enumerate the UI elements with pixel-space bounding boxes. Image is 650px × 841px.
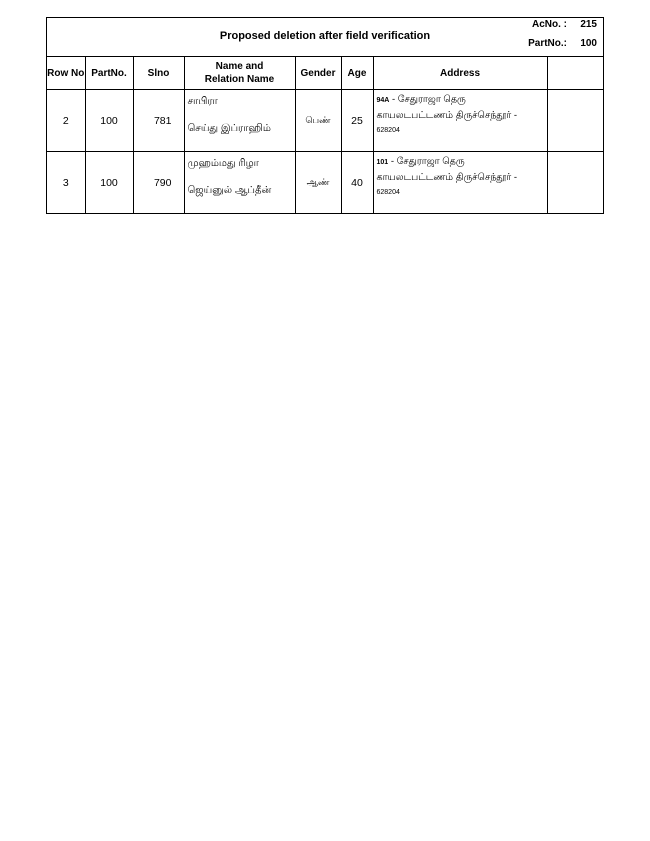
cell-extra xyxy=(547,90,603,152)
table-header-row xyxy=(47,57,603,90)
cell-row-no: 2 xyxy=(47,90,85,152)
col-header-slno: Slno xyxy=(133,57,184,90)
address-town: காயலடபட்டணம் திருச்செந்தூர் - xyxy=(376,172,518,183)
part-number-value: 100 xyxy=(580,38,597,49)
address-pin: 628204 xyxy=(376,127,400,134)
cell-part-no: 100 xyxy=(85,152,133,214)
col-header-gender: Gender xyxy=(295,57,341,90)
part-number-label: PartNo.: xyxy=(528,38,567,49)
deletion-list-sheet xyxy=(46,17,604,214)
col-header-age: Age xyxy=(341,57,373,90)
col-header-row-no: Row No xyxy=(47,67,85,79)
cell-slno: 790 xyxy=(133,152,184,214)
address-door-no: 94A xyxy=(376,97,390,104)
part-number xyxy=(528,38,597,49)
page-title: Proposed deletion after field verification xyxy=(219,30,431,42)
cell-age: 25 xyxy=(341,90,373,152)
cell-part-no: 100 xyxy=(85,90,133,152)
relation-name: ஜெய்னுல் ஆப்தீன் xyxy=(187,185,272,196)
ac-number-label: AcNo. : xyxy=(532,19,567,30)
cell-extra xyxy=(547,152,603,214)
col-header-address: Address xyxy=(373,57,547,90)
sheet-header xyxy=(47,18,603,57)
col-header-name-line1: Name and xyxy=(215,61,264,72)
cell-name xyxy=(184,152,295,214)
ac-number-value: 215 xyxy=(580,19,597,30)
col-header-name xyxy=(184,57,295,90)
deletion-table xyxy=(47,57,603,213)
col-header-part-no: PartNo. xyxy=(85,57,133,90)
elector-name: சாபிரா xyxy=(187,96,218,107)
cell-gender: பெண் xyxy=(295,90,341,152)
table-row xyxy=(47,90,603,152)
cell-address xyxy=(373,90,547,152)
address-door-no: 101 xyxy=(376,159,389,166)
table-row xyxy=(47,152,603,214)
address-street: - சேதுராஜா தெரு xyxy=(388,156,465,167)
col-header-name-line2: Relation Name xyxy=(204,74,275,85)
col-header-extra xyxy=(547,57,603,90)
cell-row-no: 3 xyxy=(47,152,85,214)
cell-gender: ஆண் xyxy=(295,152,341,214)
cell-name xyxy=(184,90,295,152)
cell-slno: 781 xyxy=(133,90,184,152)
address-line-1 xyxy=(377,92,547,108)
cell-address xyxy=(373,152,547,214)
elector-name: முஹம்மது ரிழா xyxy=(187,158,259,169)
address-pin: 628204 xyxy=(376,189,400,196)
relation-name: செய்து இப்ராஹிம் xyxy=(187,123,271,134)
address-town: காயலடபட்டணம் திருச்செந்தூர் - xyxy=(376,110,518,121)
address-street: - சேதுராஜா தெரு xyxy=(389,94,466,105)
ac-number xyxy=(532,19,597,30)
address-line-1 xyxy=(377,154,547,170)
cell-age: 40 xyxy=(341,152,373,214)
